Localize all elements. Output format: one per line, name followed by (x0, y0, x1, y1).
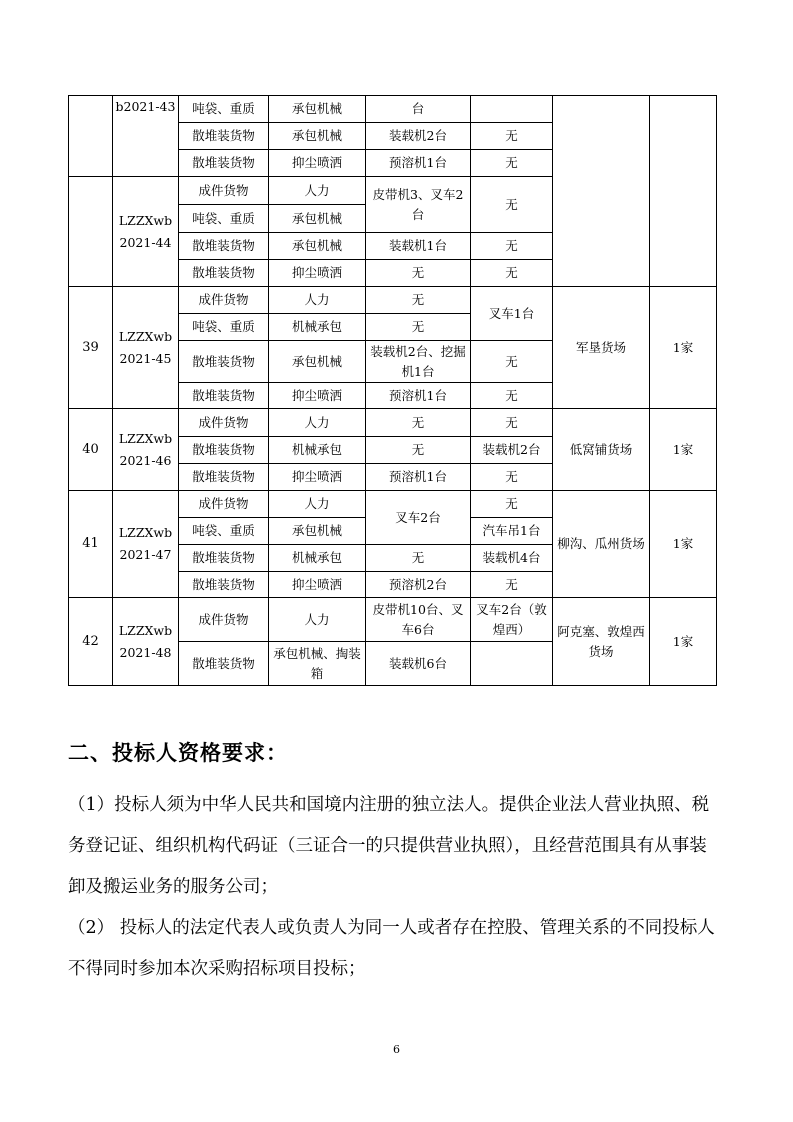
count-cell: 1家 (650, 287, 717, 409)
site-cell: 阿克塞、敦煌西货场 (553, 598, 650, 686)
operation-mode-cell: 承包机械 (269, 96, 366, 123)
operation-mode-cell: 承包机械 (269, 341, 366, 383)
lot-index-cell (69, 96, 113, 177)
cargo-type-cell: 散堆装货物 (179, 464, 269, 491)
equipment-cell: 叉车2台 (366, 491, 471, 545)
operation-mode-cell: 机械承包 (269, 437, 366, 464)
operation-mode-cell: 承包机械 (269, 123, 366, 150)
extra-equipment-cell: 叉车1台 (471, 287, 553, 341)
equipment-cell: 装载机6台 (366, 642, 471, 686)
equipment-cell: 台 (366, 96, 471, 123)
lot-index-cell (69, 177, 113, 287)
equipment-cell: 装载机1台 (366, 233, 471, 260)
lot-code-cell: LZZXwb2021-45 (113, 287, 179, 409)
operation-mode-cell: 承包机械 (269, 233, 366, 260)
equipment-cell: 皮带机3、叉车2台 (366, 177, 471, 233)
count-cell: 1家 (650, 409, 717, 491)
cargo-type-cell: 散堆装货物 (179, 437, 269, 464)
extra-equipment-cell: 无 (471, 177, 553, 233)
cargo-type-cell: 成件货物 (179, 598, 269, 642)
count-cell: 1家 (650, 491, 717, 598)
lot-code-cell: LZZXwb2021-48 (113, 598, 179, 686)
equipment-cell: 预溶机1台 (366, 383, 471, 409)
cargo-type-cell: 成件货物 (179, 409, 269, 437)
extra-equipment-cell: 汽车吊1台 (471, 518, 553, 545)
extra-equipment-cell: 装载机4台 (471, 545, 553, 572)
equipment-cell: 预溶机1台 (366, 464, 471, 491)
cargo-type-cell: 成件货物 (179, 287, 269, 314)
equipment-cell: 无 (366, 287, 471, 314)
cargo-type-cell: 吨袋、重质 (179, 314, 269, 341)
operation-mode-cell: 机械承包 (269, 545, 366, 572)
lot-index-cell: 42 (69, 598, 113, 686)
equipment-cell: 装载机2台、挖掘机1台 (366, 341, 471, 383)
extra-equipment-cell: 无 (471, 150, 553, 177)
count-cell (650, 96, 717, 287)
extra-equipment-cell: 无 (471, 383, 553, 409)
operation-mode-cell: 人力 (269, 598, 366, 642)
count-cell: 1家 (650, 598, 717, 686)
lot-index-cell: 41 (69, 491, 113, 598)
operation-mode-cell: 承包机械、掏装箱 (269, 642, 366, 686)
extra-equipment-cell (471, 96, 553, 123)
site-cell (553, 96, 650, 287)
extra-equipment-cell: 叉车2台（敦煌西） (471, 598, 553, 642)
operation-mode-cell: 机械承包 (269, 314, 366, 341)
bid-lots-table (68, 95, 717, 686)
extra-equipment-cell: 装载机2台 (471, 437, 553, 464)
cargo-type-cell: 成件货物 (179, 177, 269, 205)
equipment-cell: 无 (366, 437, 471, 464)
extra-equipment-cell: 无 (471, 123, 553, 150)
lot-code-cell: LZZXwb2021-46 (113, 409, 179, 491)
cargo-type-cell: 吨袋、重质 (179, 96, 269, 123)
operation-mode-cell: 抑尘喷洒 (269, 260, 366, 287)
lot-code-cell: b2021-43 (113, 96, 179, 177)
equipment-cell: 无 (366, 409, 471, 437)
lot-index-cell: 40 (69, 409, 113, 491)
operation-mode-cell: 抑尘喷洒 (269, 150, 366, 177)
cargo-type-cell: 散堆装货物 (179, 233, 269, 260)
extra-equipment-cell: 无 (471, 409, 553, 437)
cargo-type-cell: 散堆装货物 (179, 341, 269, 383)
equipment-cell: 预溶机1台 (366, 150, 471, 177)
equipment-cell: 皮带机10台、叉车6台 (366, 598, 471, 642)
cargo-type-cell: 吨袋、重质 (179, 518, 269, 545)
site-cell: 军垦货场 (553, 287, 650, 409)
section-heading: 二、投标人资格要求： (68, 741, 288, 765)
cargo-type-cell: 散堆装货物 (179, 642, 269, 686)
cargo-type-cell: 散堆装货物 (179, 150, 269, 177)
extra-equipment-cell: 无 (471, 572, 553, 598)
equipment-cell: 无 (366, 314, 471, 341)
operation-mode-cell: 人力 (269, 287, 366, 314)
extra-equipment-cell: 无 (471, 260, 553, 287)
extra-equipment-cell: 无 (471, 491, 553, 518)
cargo-type-cell: 散堆装货物 (179, 123, 269, 150)
cargo-type-cell: 成件货物 (179, 491, 269, 518)
lot-code-cell: LZZXwb2021-44 (113, 177, 179, 287)
operation-mode-cell: 抑尘喷洒 (269, 572, 366, 598)
requirement-paragraph-2: （2） 投标人的法定代表人或负责人为同一人或者存在控股、管理关系的不同投标人不得同时参加本次采购招标项目投标； (68, 918, 715, 979)
lot-code-cell: LZZXwb2021-47 (113, 491, 179, 598)
site-cell: 低窝铺货场 (553, 409, 650, 491)
operation-mode-cell: 人力 (269, 409, 366, 437)
cargo-type-cell: 散堆装货物 (179, 545, 269, 572)
operation-mode-cell: 承包机械 (269, 205, 366, 233)
equipment-cell: 无 (366, 260, 471, 287)
operation-mode-cell: 人力 (269, 177, 366, 205)
extra-equipment-cell (471, 642, 553, 686)
operation-mode-cell: 承包机械 (269, 518, 366, 545)
equipment-cell: 预溶机2台 (366, 572, 471, 598)
cargo-type-cell: 散堆装货物 (179, 383, 269, 409)
equipment-cell: 无 (366, 545, 471, 572)
operation-mode-cell: 抑尘喷洒 (269, 383, 366, 409)
cargo-type-cell: 吨袋、重质 (179, 205, 269, 233)
site-cell: 柳沟、瓜州货场 (553, 491, 650, 598)
lot-index-cell: 39 (69, 287, 113, 409)
cargo-type-cell: 散堆装货物 (179, 572, 269, 598)
operation-mode-cell: 人力 (269, 491, 366, 518)
equipment-cell: 装载机2台 (366, 123, 471, 150)
page-number: 6 (393, 1043, 400, 1056)
operation-mode-cell: 抑尘喷洒 (269, 464, 366, 491)
extra-equipment-cell: 无 (471, 341, 553, 383)
extra-equipment-cell: 无 (471, 233, 553, 260)
requirement-paragraph-1: （1）投标人须为中华人民共和国境内注册的独立法人。提供企业法人营业执照、税务登记证、组织机构代码证（三证合一的只提供营业执照），且经营范围具有从事装卸及搬运业务的服务公司； (68, 795, 710, 897)
extra-equipment-cell: 无 (471, 464, 553, 491)
cargo-type-cell: 散堆装货物 (179, 260, 269, 287)
